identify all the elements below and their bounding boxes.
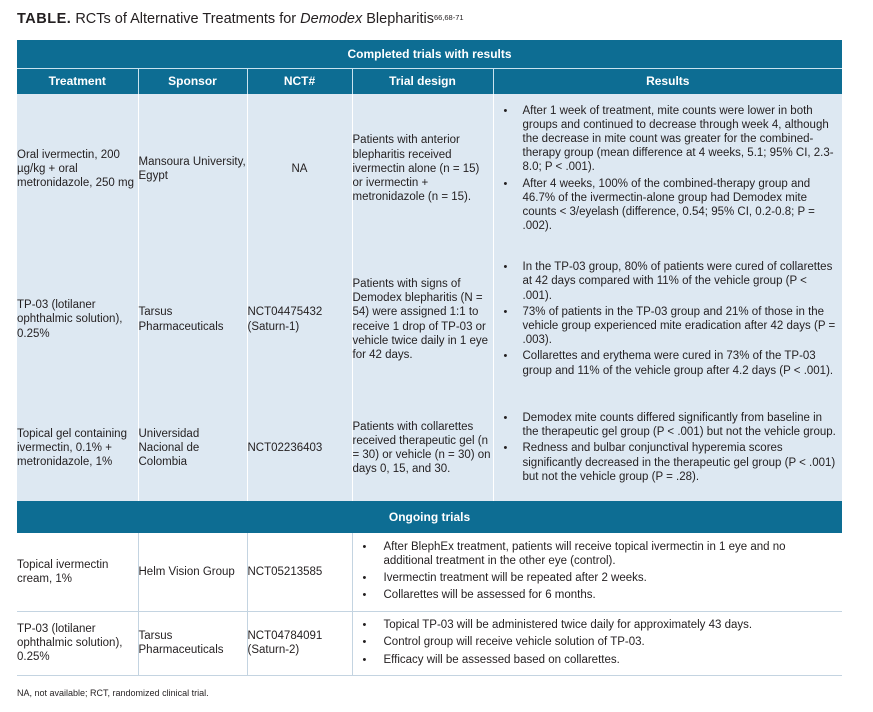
result-item	[502, 104, 837, 175]
results-cell	[493, 395, 842, 501]
table-row	[17, 611, 842, 675]
bullet-icon: •	[362, 636, 367, 649]
nct-cell: NCT04784091 (Saturn-2)	[247, 611, 352, 675]
result-item	[361, 540, 837, 568]
treatment-cell: TP-03 (lotilaner ophthalmic solution), 0.25%	[17, 611, 138, 675]
column-header: Trial design	[352, 69, 493, 95]
bullet-icon: •	[503, 411, 508, 424]
bullet-icon: •	[503, 261, 508, 274]
sponsor-cell: Tarsus Pharmaceuticals	[138, 244, 247, 395]
result-item	[502, 441, 837, 484]
result-text: 73% of patients in the TP-03 group and 21% of those in the vehicle group experienced mite eradication after 42 days (P = .003).	[522, 305, 836, 347]
result-text: Topical TP-03 will be administered twice daily for approximately 43 days.	[383, 619, 753, 632]
table-label: TABLE.	[17, 11, 72, 27]
results-cell	[493, 244, 842, 395]
result-item	[361, 618, 837, 632]
column-header: Sponsor	[138, 69, 247, 95]
section-title: Ongoing trials	[17, 501, 842, 533]
result-item	[502, 177, 837, 234]
column-header: NCT#	[247, 69, 352, 95]
table-row	[17, 395, 842, 501]
result-text: After 1 week of treatment, mite counts were lower in both groups and continued to decrease through week 4, although the decrease in mite count was greater for the combined-therapy group (mean difference at 4 weeks, 5.1; 95% CI, 2.3-8.0; P < .001).	[522, 104, 834, 174]
table-footnote: NA, not available; RCT, randomized clinical trial.	[17, 688, 209, 698]
title-italic: Demodex	[300, 11, 363, 27]
results-cell	[352, 611, 842, 675]
result-text: Ivermectin treatment will be repeated after 2 weeks.	[383, 572, 647, 585]
result-text: In the TP-03 group, 80% of patients were cured of collarettes at 42 days compared with 11% of the vehicle group (P < .001).	[522, 261, 833, 302]
result-text: After 4 weeks, 100% of the combined-therapy group and 46.7% of the ivermectin-alone group had Demodex mite counts < 3/eyelash (difference, 0.54; 95% CI, 0.2-0.8; P = .002).	[522, 177, 815, 233]
design-cell: Patients with collarettes received therapeutic gel (n = 30) or vehicle (n = 30) on days 0, 15, and 30.	[352, 395, 493, 501]
sponsor-cell: Mansoura University, Egypt	[138, 94, 247, 244]
treatment-cell: TP-03 (lotilaner ophthalmic solution), 0.25%	[17, 244, 138, 395]
rct-table	[17, 40, 842, 676]
nct-cell: NA	[247, 94, 352, 244]
result-text: Redness and bulbar conjunctival hyperemia scores significantly decreased in the therapeutic gel group (P < .001) but not the vehicle group (P = .28).	[522, 442, 836, 483]
bullet-icon: •	[503, 350, 508, 363]
sponsor-cell: Universidad Nacional de Colombia	[138, 395, 247, 501]
result-text: Efficacy will be assessed based on collarettes.	[383, 653, 620, 666]
nct-cell: NCT04475432 (Saturn-1)	[247, 244, 352, 395]
bullet-icon: •	[503, 305, 508, 318]
result-item	[361, 635, 837, 649]
bullet-icon: •	[503, 442, 508, 455]
section-header-ongoing	[17, 501, 842, 533]
result-text: Collarettes will be assessed for 6 months.	[383, 589, 596, 602]
bullet-icon: •	[362, 540, 367, 553]
table-title	[17, 10, 464, 28]
bullet-icon: •	[362, 653, 367, 666]
sponsor-cell: Tarsus Pharmaceuticals	[138, 611, 247, 675]
column-header: Treatment	[17, 69, 138, 95]
bullet-icon: •	[362, 572, 367, 585]
treatment-cell: Topical ivermectin cream, 1%	[17, 533, 138, 611]
title-text-end: Blepharitis	[362, 11, 434, 27]
result-item	[502, 305, 837, 348]
title-refs: 66,68-71	[433, 13, 464, 22]
column-header: Results	[493, 69, 842, 95]
result-text: Collarettes and erythema were cured in 73% of the TP-03 group and 11% of the vehicle group after 4.2 days (P < .001).	[522, 350, 834, 377]
table-row	[17, 94, 842, 244]
nct-cell: NCT02236403	[247, 395, 352, 501]
section-header-completed	[17, 40, 842, 69]
bullet-icon: •	[362, 619, 367, 632]
column-header-row	[17, 69, 842, 95]
result-text: Control group will receive vehicle solution of TP-03.	[383, 636, 645, 649]
result-item	[361, 653, 837, 667]
table-row	[17, 244, 842, 395]
design-cell: Patients with signs of Demodex blepharitis (N = 54) were assigned 1:1 to receive 1 drop of TP-03 or vehicle twice daily in 1 eye for 42 days.	[352, 244, 493, 395]
nct-cell: NCT05213585	[247, 533, 352, 611]
result-text: After BlephEx treatment, patients will receive topical ivermectin in 1 eye and no additional treatment in the other eye (control).	[383, 540, 786, 568]
result-item	[361, 571, 837, 585]
bullet-icon: •	[503, 177, 508, 190]
table-row	[17, 533, 842, 611]
sponsor-cell: Helm Vision Group	[138, 533, 247, 611]
design-cell: Patients with anterior blepharitis received ivermectin alone (n = 15) or ivermectin + metronidazole (n = 15).	[352, 94, 493, 244]
result-text: Demodex mite counts differed significantly from baseline in the therapeutic gel group (P < .001) but not the vehicle group.	[522, 411, 836, 439]
treatment-cell: Oral ivermectin, 200 µg/kg + oral metronidazole, 250 mg	[17, 94, 138, 244]
results-cell	[493, 94, 842, 244]
treatment-cell: Topical gel containing ivermectin, 0.1% + metronidazole, 1%	[17, 395, 138, 501]
section-title: Completed trials with results	[17, 40, 842, 69]
title-text: RCTs of Alternative Treatments for	[75, 11, 301, 27]
result-item	[361, 588, 837, 602]
bullet-icon: •	[362, 589, 367, 602]
bullet-icon: •	[503, 104, 508, 117]
result-item	[502, 260, 837, 303]
result-item	[502, 411, 837, 439]
result-item	[502, 349, 837, 377]
results-cell	[352, 533, 842, 611]
